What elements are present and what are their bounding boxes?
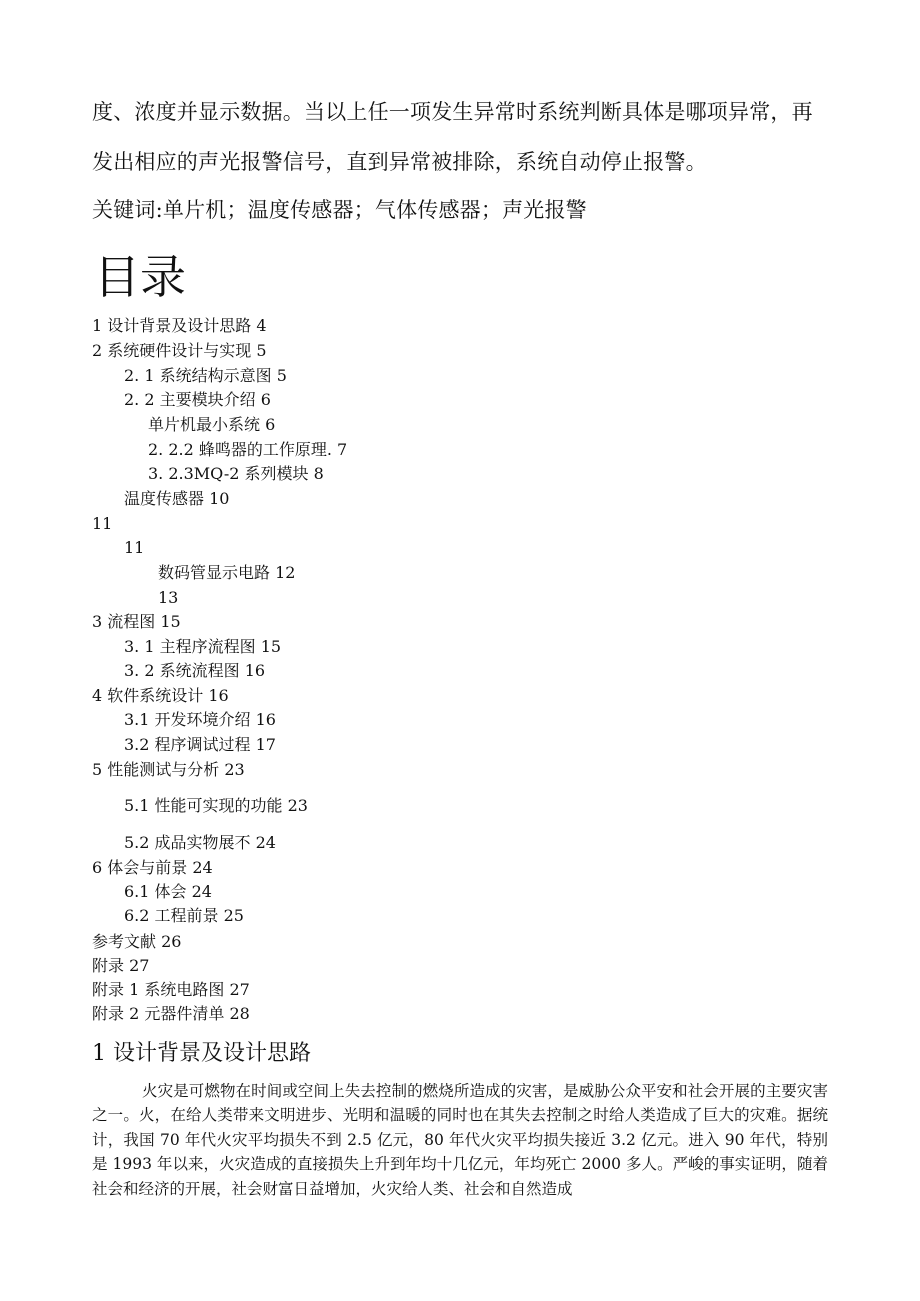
- body-paragraph: 火灾是可燃物在时间或空间上失去控制的燃烧所造成的灾害，是威胁公众平安和社会开展的主要灾害之一。火，在给人类带来文明进步、光明和温暖的同时也在其失去控制之时给人类造成了巨大的灾难。据统计，我国 70 年代火灾平均损失不到 2.5 亿元，80 年代火灾平均损失接近 3.2 亿元。进入 90 年代，特别是 1993 年以来，火灾造成的直接损失上升到年均十几亿元，年均死亡 2000 多人。严峻的事实证明，随着社会和经济的开展，社会财富日益增加，火灾给人类、社会和自然造成: [92, 1082, 828, 1198]
- toc-entry[interactable]: 附录 1 系统电路图 27: [92, 980, 250, 999]
- toc-entry[interactable]: 单片机最小系统 6: [148, 415, 276, 434]
- toc-entry[interactable]: 3 流程图 15: [92, 612, 181, 631]
- abstract-line-1: 度、浓度并显示数据。当以上任一项发生异常时系统判断具体是哪项异常，再: [92, 100, 813, 124]
- toc-entry[interactable]: 5 性能测试与分析 23: [92, 760, 245, 779]
- toc-entry[interactable]: 附录 27: [92, 956, 150, 975]
- toc-entry[interactable]: 3. 1 主程序流程图 15: [124, 637, 282, 656]
- toc-entry[interactable]: 13: [158, 588, 179, 607]
- toc-entry[interactable]: 4 软件系统设计 16: [92, 686, 229, 705]
- toc-entry[interactable]: 2. 2.2 蜂鸣器的工作原理. 7: [148, 440, 348, 459]
- toc-entry[interactable]: 6.2 工程前景 25: [124, 906, 244, 925]
- toc-entry[interactable]: 11: [124, 538, 145, 557]
- toc-entry[interactable]: 3. 2.3MQ-2 系列模块 8: [148, 464, 324, 483]
- toc-entry[interactable]: 6 体会与前景 24: [92, 858, 213, 877]
- toc-entry[interactable]: 2. 1 系统结构示意图 5: [124, 366, 287, 385]
- keywords-line: 关键词:单片机；温度传感器；气体传感器；声光报警: [92, 198, 587, 222]
- abstract-line-2: 发出相应的声光报警信号，直到异常被排除，系统自动停止报警。: [92, 150, 707, 174]
- toc-entry[interactable]: 6.1 体会 24: [124, 882, 212, 901]
- toc-entry[interactable]: 3.2 程序调试过程 17: [124, 735, 276, 754]
- toc-entry[interactable]: 2 系统硬件设计与实现 5: [92, 341, 267, 360]
- toc-entry[interactable]: 温度传感器 10: [124, 489, 230, 508]
- toc-entry[interactable]: 5.2 成品实物展不 24: [124, 833, 276, 852]
- toc-title: 目录: [94, 250, 186, 304]
- toc-entry[interactable]: 参考文献 26: [92, 932, 182, 951]
- toc-entry[interactable]: 11: [92, 514, 113, 533]
- toc-entry[interactable]: 5.1 性能可实现的功能 23: [124, 796, 308, 815]
- section-heading: 1 设计背景及设计思路: [92, 1041, 311, 1066]
- toc-entry[interactable]: 数码管显示电路 12: [158, 563, 296, 582]
- toc-entry[interactable]: 2. 2 主要模块介绍 6: [124, 390, 271, 409]
- toc-entry[interactable]: 附录 2 元器件清单 28: [92, 1004, 250, 1023]
- toc-entry[interactable]: 3.1 开发环境介绍 16: [124, 710, 276, 729]
- toc-entry[interactable]: 3. 2 系统流程图 16: [124, 661, 266, 680]
- toc-entry[interactable]: 1 设计背景及设计思路 4: [92, 316, 267, 335]
